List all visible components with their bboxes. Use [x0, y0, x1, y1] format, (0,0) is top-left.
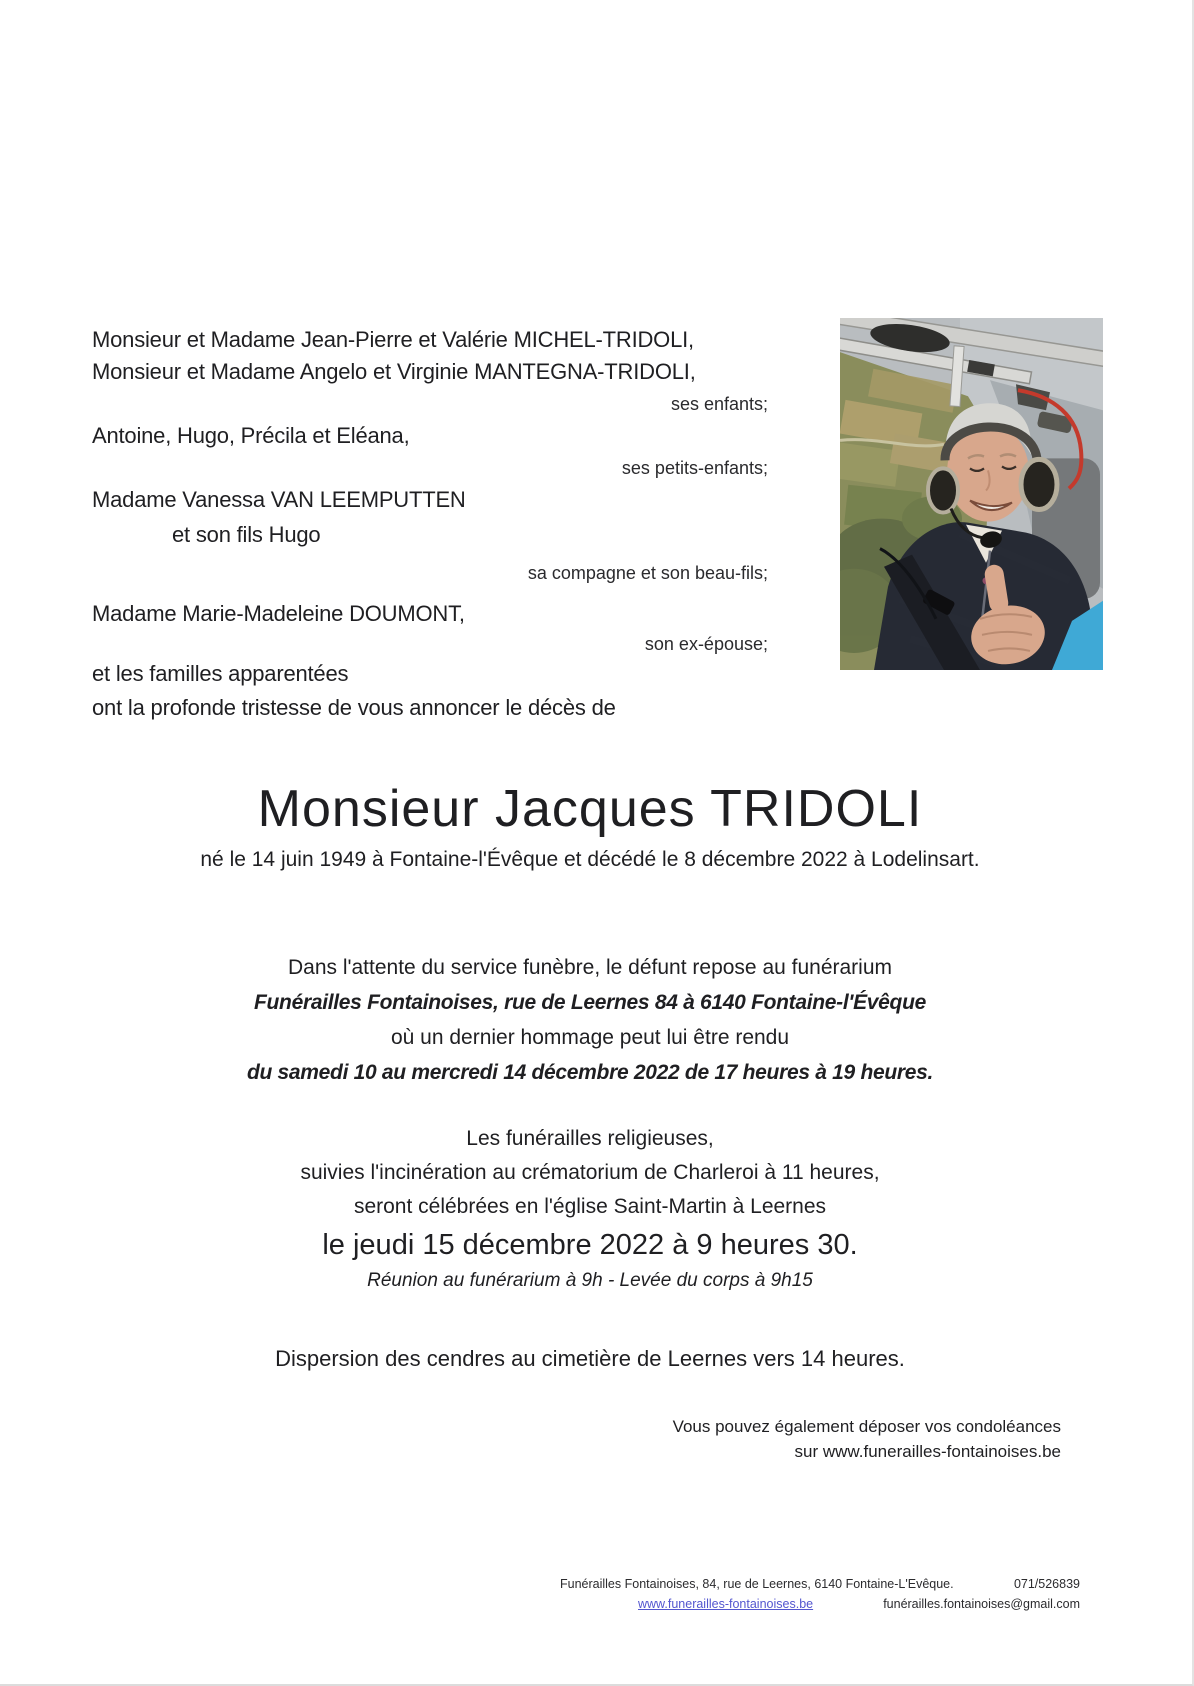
family-line: et son fils Hugo [172, 522, 321, 547]
wake-visiting-hours: du samedi 10 au mercredi 14 décembre 2022 de 17 heures à 19 heures. [246, 1061, 934, 1084]
family-announcement [92, 324, 768, 724]
ceremony-date: le jeudi 15 décembre 2022 à 9 heures 30. [322, 1229, 858, 1261]
deceased-name: Monsieur Jacques TRIDOLI [257, 780, 923, 838]
footer-row-contacts [560, 1594, 1080, 1614]
wake-line: Dans l'attente du service funèbre, le défunt repose au funérarium [287, 956, 893, 979]
deceased-photo-illustration [840, 318, 1103, 670]
condolences-line: Vous pouvez également déposer vos condoléances [672, 1417, 1061, 1436]
relation-label: ses enfants; [670, 394, 768, 414]
ceremony-line: Les funérailles religieuses, [466, 1127, 714, 1150]
wake-line: où un dernier hommage peut lui être rendu [390, 1026, 790, 1049]
deceased-life-dates: né le 14 juin 1949 à Fontaine-l'Évêque et décédé le 8 décembre 2022 à Lodelinsart. [200, 848, 980, 871]
wake-section [10, 950, 1170, 1090]
family-line: Madame Marie-Madeleine DOUMONT, [92, 601, 465, 626]
ceremony-section [10, 1122, 1170, 1296]
ceremony-line: suivies l'incinération au crématorium de Charleroi à 11 heures, [300, 1161, 880, 1184]
family-line: et les familles apparentées [92, 661, 349, 686]
family-line: Madame Vanessa VAN LEEMPUTTEN [92, 487, 466, 512]
relation-label: ses petits-enfants; [621, 458, 768, 478]
relation-label: son ex-épouse; [644, 634, 768, 654]
ceremony-meeting-note: Réunion au funérarium à 9h - Levée du corps à 9h15 [367, 1270, 813, 1291]
family-line: Antoine, Hugo, Précila et Eléana, [92, 423, 410, 448]
funeral-home-address-line: Funérailles Fontainoises, rue de Leernes 84 à 6140 Fontaine-l'Évêque [253, 991, 926, 1014]
footer-email: funérailles.fontainoises@gmail.com [883, 1597, 1080, 1611]
condolences-line: sur www.funerailles-fontainoises.be [794, 1442, 1061, 1461]
footer-phone: 071/526839 [1013, 1577, 1080, 1591]
footer-website-link[interactable]: www.funerailles-fontainoises.be [638, 1597, 814, 1611]
deceased-section [10, 780, 1170, 872]
relation-label: sa compagne et son beau-fils; [527, 563, 768, 583]
announcement-line: ont la profonde tristesse de vous annoncer le décès de [92, 695, 616, 720]
dispersion-note: Dispersion des cendres au cimetière de Leernes vers 14 heures. [275, 1346, 905, 1371]
family-line: Monsieur et Madame Jean-Pierre et Valérie MICHEL-TRIDOLI, [92, 327, 694, 352]
footer-row-address [560, 1574, 1080, 1594]
ceremony-line: seront célébrées en l'église Saint-Martin à Leernes [353, 1195, 827, 1218]
footer [560, 1574, 1080, 1614]
deceased-photo [840, 318, 1103, 670]
footer-address: Funérailles Fontainoises, 84, rue de Leernes, 6140 Fontaine-L'Evêque. [560, 1577, 954, 1591]
condolences-note [673, 1414, 1061, 1464]
family-line: Monsieur et Madame Angelo et Virginie MANTEGNA-TRIDOLI, [92, 359, 696, 384]
